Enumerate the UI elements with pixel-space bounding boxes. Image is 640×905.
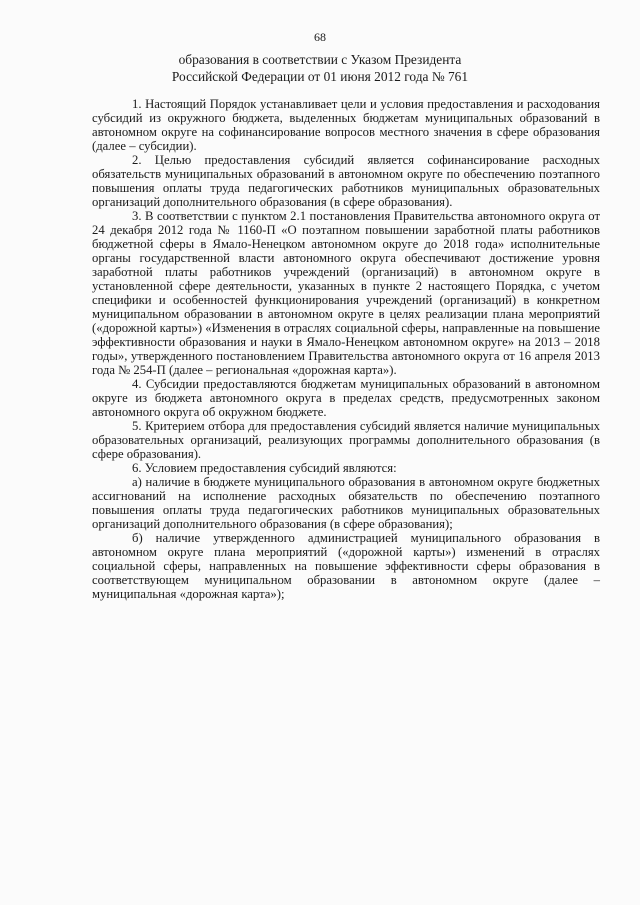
heading-line-1: образования в соответствии с Указом Президента: [178, 52, 462, 67]
paragraph-2: 2. Целью предоставления субсидий является софинансирование расходных обязательств муниципальных образований в автономном округе по обеспечению поэтапного повышения оплаты труда педагогических работников муниципальных образовательных организаций дополнительного образования (в сфере образования).: [92, 153, 600, 209]
paragraph-6b: б) наличие утвержденного администрацией муниципального образования в автономном округе плана мероприятий («дорожной карты») изменений в отраслях социальной сферы, направленных на повышение эффективности сферы образования в соответствующем муниципальном образовании в автономном округе (далее – муниципальная «дорожная карта»);: [92, 531, 600, 601]
paragraph-5: 5. Критерием отбора для предоставления субсидий является наличие муниципальных образовательных организаций, реализующих программы дополнительного образования (в сфере образования).: [92, 419, 600, 461]
paragraph-3: 3. В соответствии с пунктом 2.1 постановления Правительства автономного округа от 24 декабря 2012 года № 1160-П «О поэтапном повышении заработной платы работников бюджетной сферы в Ямало-Ненецком автономном округе до 2018 года» исполнительные органы государственной власти автономного округа обеспечивают достижение уровня заработной платы работников учреждений (организаций) в автономном округе в установленной сфере деятельности, указанных в пункте 2 настоящего Порядка, с учетом специфики и особенностей функционирования учреждений (организаций) в конкретном муниципальном образовании в автономном округе в целях реализации плана мероприятий («дорожной карты») «Изменения в отраслях социальной сферы, направленные на повышение эффективности образования и науки в Ямало-Ненецком автономном округе» на 2013 – 2018 годы», утвержденного постановлением Правительства автономного округа от 16 апреля 2013 года № 254-П (далее – региональная «дорожная карта»).: [92, 209, 600, 377]
paragraph-1: 1. Настоящий Порядок устанавливает цели и условия предоставления и расходования субсидий из окружного бюджета, выделенных бюджетам муниципальных образований в автономном округе на софинансирование вопросов местного значения в сфере образования (далее – субсидии).: [92, 97, 600, 153]
paragraph-6a: а) наличие в бюджете муниципального образования в автономном округе бюджетных ассигнований на исполнение расходных обязательств по обеспечению поэтапного повышения оплаты труда педагогических работников муниципальных образовательных организаций дополнительного образования (в сфере образования);: [92, 475, 600, 531]
paragraph-6: 6. Условием предоставления субсидий являются:: [132, 461, 397, 475]
document-body: [92, 97, 600, 601]
heading-line-2: Российской Федерации от 01 июня 2012 года № 761: [171, 68, 469, 84]
paragraph-4: 4. Субсидии предоставляются бюджетам муниципальных образований в автономном округе из бюджета автономного округа в пределах средств, предусмотренных законом автономного округа об окружном бюджете.: [92, 377, 600, 419]
page-number: 68: [314, 30, 326, 44]
document-heading: [80, 52, 560, 85]
